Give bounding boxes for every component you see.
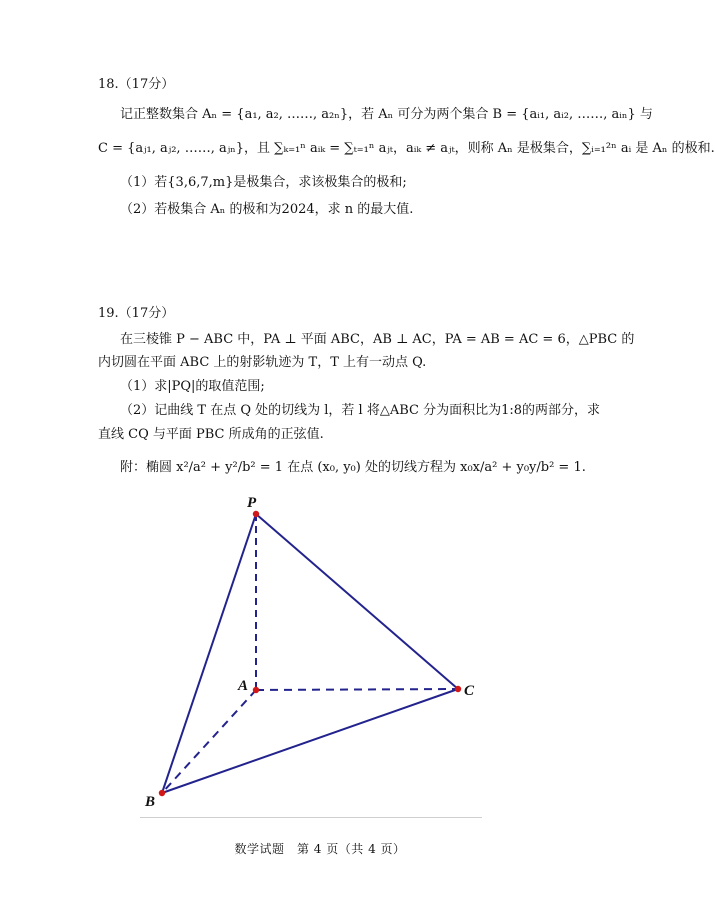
vertex-b (159, 790, 165, 796)
edge-ac (256, 689, 458, 690)
q18-part2: （2）若极集合 Aₙ 的极和为2024，求 n 的最大值. (120, 202, 414, 217)
q19-appendix: 附：椭圆 x²/a² + y²/b² = 1 在点 (x₀, y₀) 处的切线方程为 x₀x/a² + y₀y/b² = 1. (120, 460, 586, 475)
vertex-p (253, 511, 259, 517)
edge-bc (162, 689, 458, 793)
edge-pc (256, 514, 458, 689)
q19-statement-line1: 在三棱锥 P − ABC 中，PA ⊥ 平面 ABC，AB ⊥ AC，PA = AB = AC = 6，△PBC 的 (120, 332, 635, 347)
q18-number: 18.（17分） (98, 77, 175, 92)
q19-part2-line2: 直线 CQ 与平面 PBC 所成角的正弦值. (98, 427, 324, 442)
q18-part1: （1）若{3,6,7,m}是极集合，求该极集合的极和; (120, 175, 407, 190)
label-b: B (145, 794, 156, 810)
tetrahedron-figure (130, 490, 490, 810)
label-a: A (238, 678, 249, 694)
label-c: C (464, 683, 475, 699)
q19-statement-line2: 内切圆在平面 ABC 上的射影轨迹为 T，T 上有一动点 Q. (98, 355, 427, 370)
q19-number: 19.（17分） (98, 306, 175, 321)
footer-divider (140, 817, 482, 818)
label-p: P (247, 495, 257, 511)
vertex-a (253, 687, 259, 693)
q19-part2-line1: （2）记曲线 T 在点 Q 处的切线为 l，若 l 将△ABC 分为面积比为1:8的两部分，求 (120, 403, 601, 418)
page-footer: 数学试题 第 4 页（共 4 页） (234, 842, 406, 856)
q18-statement-line1: 记正整数集合 Aₙ = {a₁, a₂, ……, a₂ₙ}，若 Aₙ 可分为两个集合 B = {aᵢ₁, aᵢ₂, ……, aᵢₙ} 与 (120, 107, 653, 122)
q19-part1: （1）求|PQ|的取值范围; (120, 379, 265, 394)
vertex-c (455, 686, 461, 692)
edge-pb (162, 514, 256, 793)
q18-statement-line2: C = {aⱼ₁, aⱼ₂, ……, aⱼₙ}，且 ∑ₖ₌₁ⁿ aᵢₖ = ∑ₜ₌₁ⁿ aⱼₜ，aᵢₖ ≠ aⱼₜ，则称 Aₙ 是极集合，∑ᵢ₌₁²ⁿ aᵢ 是 Aₙ 的极和. (98, 141, 715, 156)
edge-ab (162, 690, 256, 793)
